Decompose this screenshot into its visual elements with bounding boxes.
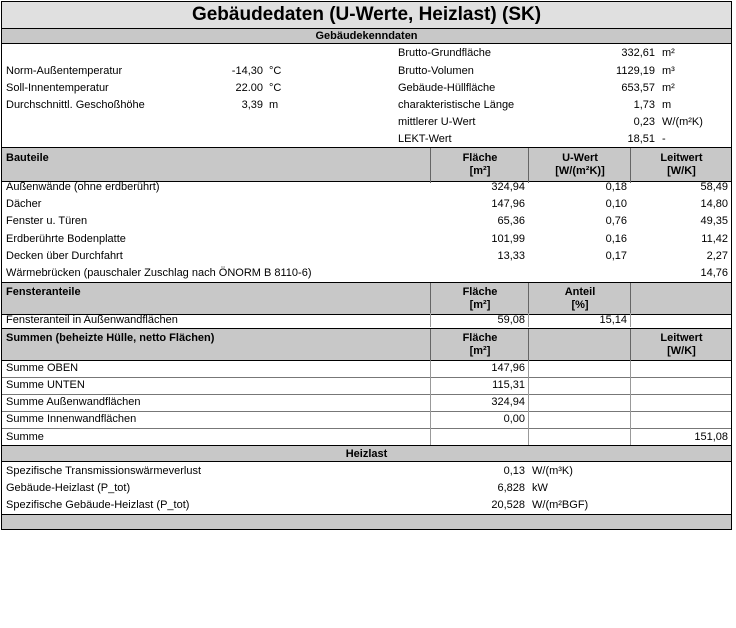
table-cell-leitwert: 2,27: [706, 250, 728, 262]
heizlast-label: Spezifische Gebäude-Heizlast (P_tot): [6, 499, 190, 511]
kenndaten-value: 22.00: [235, 82, 263, 94]
divider: [430, 329, 431, 362]
header-unit: [m²]: [469, 345, 491, 357]
table-cell-flaeche: 147,96: [491, 362, 525, 374]
heizlast-label: Gebäude-Heizlast (P_tot): [6, 482, 131, 494]
kenndaten-value: 653,57: [621, 82, 655, 94]
fenster-row-label: Fensteranteil in Außenwandflächen: [6, 314, 178, 326]
fenster-header: [2, 282, 731, 315]
heizlast-label: Spezifische Transmissionswärmeverlust: [6, 465, 202, 477]
summen-header-leitwert: [632, 332, 731, 358]
kenndaten-heading: Gebäudekenndaten: [2, 29, 731, 44]
heizlast-value: 20,528: [491, 499, 525, 511]
summen-header: [2, 328, 731, 361]
table-row-label: Außenwände (ohne erdberührt): [6, 181, 160, 193]
table-cell-uwert: 0,16: [605, 233, 627, 245]
header-text: U-Wert: [562, 152, 598, 164]
table-cell-flaeche: 101,99: [491, 233, 525, 245]
kenndaten-label: charakteristische Länge: [398, 99, 515, 111]
kenndaten-label: mittlerer U-Wert: [398, 116, 476, 128]
fenster-header-anteil: [530, 286, 630, 312]
table-cell-uwert: 0,10: [605, 198, 627, 210]
row-divider: [2, 428, 731, 429]
fenster-header-flaeche: [432, 286, 528, 312]
header-unit: [m²]: [469, 165, 491, 177]
divider: [528, 148, 529, 183]
table-row-label: Summe UNTEN: [6, 379, 85, 391]
table-row-label: Dächer: [6, 198, 42, 210]
table-cell-uwert: 0,17: [605, 250, 627, 262]
table-row-label: Summe OBEN: [6, 362, 79, 374]
kenndaten-label: LEKT-Wert: [398, 133, 452, 145]
bauteile-header-uwert: [530, 152, 630, 178]
table-row-label: Wärmebrücken (pauschaler Zuschlag nach ÖNORM B 8110-6): [6, 267, 312, 279]
report-frame: [1, 1, 732, 530]
divider: [528, 329, 529, 362]
header-text: Leitwert: [660, 332, 703, 344]
kenndaten-label: Soll-Innentemperatur: [6, 82, 109, 94]
divider: [430, 313, 431, 327]
table-cell-flaeche: 13,33: [497, 250, 525, 262]
kenndaten-label: Brutto-Grundfläche: [398, 47, 491, 59]
summen-header-flaeche: [432, 332, 528, 358]
divider: [630, 313, 631, 327]
kenndaten-value: 0,23: [633, 116, 655, 128]
kenndaten-value: 332,61: [621, 47, 655, 59]
page-title: Gebäudedaten (U-Werte, Heizlast) (SK): [2, 2, 731, 29]
table-row-label: Summe Außenwandflächen: [6, 396, 141, 408]
kenndaten-label: Durchschnittl. Geschoßhöhe: [6, 99, 145, 111]
kenndaten-value: 1,73: [633, 99, 655, 111]
bauteile-header: [2, 147, 731, 182]
kenndaten-unit: m²: [662, 47, 675, 59]
kenndaten-unit: m: [269, 99, 279, 111]
divider: [630, 283, 631, 316]
divider: [528, 313, 529, 327]
table-row-label: Decken über Durchfahrt: [6, 250, 123, 262]
fenster-row-flaeche: 59,08: [497, 314, 525, 326]
table-row-label: Summe: [6, 431, 44, 443]
header-text: Fläche: [462, 152, 498, 164]
kenndaten-label: Gebäude-Hüllfläche: [398, 82, 496, 94]
divider: [430, 148, 431, 183]
divider: [630, 329, 631, 362]
row-divider: [2, 377, 731, 378]
table-cell-flaeche: 65,36: [497, 215, 525, 227]
header-unit: [W/(m²K)]: [555, 165, 605, 177]
table-row-label: Fenster u. Türen: [6, 215, 88, 227]
summen-header-label: Summen (beheizte Hülle, netto Flächen): [6, 332, 215, 344]
fenster-row-anteil: 15,14: [599, 314, 627, 326]
fenster-header-label: Fensteranteile: [6, 286, 81, 298]
table-cell-flaeche: 115,31: [492, 379, 525, 391]
header-unit: [W/K]: [667, 345, 696, 357]
table-cell-uwert: 0,18: [605, 181, 627, 193]
bauteile-header-leitwert: [632, 152, 731, 178]
divider: [430, 361, 431, 445]
bauteile-header-label: Bauteile: [6, 152, 49, 164]
kenndaten-unit: m: [662, 99, 672, 111]
table-cell-leitwert: 14,76: [700, 267, 728, 279]
header-unit: [%]: [571, 299, 589, 311]
footer-band: [2, 514, 731, 529]
heizlast-value: 6,828: [497, 482, 525, 494]
kenndaten-value: 3,39: [241, 99, 263, 111]
table-cell-flaeche: 147,96: [491, 198, 525, 210]
heizlast-value: 0,13: [503, 465, 525, 477]
heizlast-heading: Heizlast: [2, 445, 731, 462]
bauteile-header-flaeche: [432, 152, 528, 178]
table-row-label: Erdberührte Bodenplatte: [6, 233, 126, 245]
table-row-label: Summe Innenwandflächen: [6, 413, 137, 425]
kenndaten-unit: °C: [269, 65, 282, 77]
heizlast-unit: W/(m²BGF): [532, 499, 589, 511]
kenndaten-unit: m²: [662, 82, 675, 94]
divider: [630, 361, 631, 445]
kenndaten-unit: °C: [269, 82, 282, 94]
divider: [430, 283, 431, 316]
kenndaten-unit: W/(m²K): [662, 116, 703, 128]
header-text: Fläche: [462, 286, 498, 298]
table-cell-flaeche: 324,94: [491, 396, 525, 408]
kenndaten-unit: -: [662, 133, 666, 145]
kenndaten-value: 1129,19: [616, 65, 655, 77]
table-cell-flaeche: 0,00: [503, 413, 525, 425]
table-cell-leitwert: 11,42: [701, 233, 728, 245]
header-text: Leitwert: [660, 152, 703, 164]
table-cell-flaeche: 324,94: [491, 181, 525, 193]
table-cell-leitwert: 151,08: [694, 431, 728, 443]
kenndaten-label: Norm-Außentemperatur: [6, 65, 123, 77]
kenndaten-value: 18,51: [627, 133, 655, 145]
heizlast-unit: kW: [532, 482, 548, 494]
kenndaten-unit: m³: [662, 65, 675, 77]
header-text: Fläche: [462, 332, 498, 344]
table-cell-leitwert: 58,49: [700, 181, 728, 193]
header-unit: [W/K]: [667, 165, 696, 177]
table-cell-leitwert: 49,35: [700, 215, 728, 227]
heizlast-unit: W/(m³K): [532, 465, 573, 477]
divider: [630, 148, 631, 183]
divider: [528, 283, 529, 316]
table-cell-uwert: 0,76: [605, 215, 627, 227]
header-unit: [m²]: [469, 299, 491, 311]
divider: [528, 361, 529, 445]
table-cell-leitwert: 14,80: [700, 198, 728, 210]
kenndaten-value: -14,30: [231, 65, 263, 77]
header-text: Anteil: [564, 286, 596, 298]
kenndaten-label: Brutto-Volumen: [398, 65, 474, 77]
